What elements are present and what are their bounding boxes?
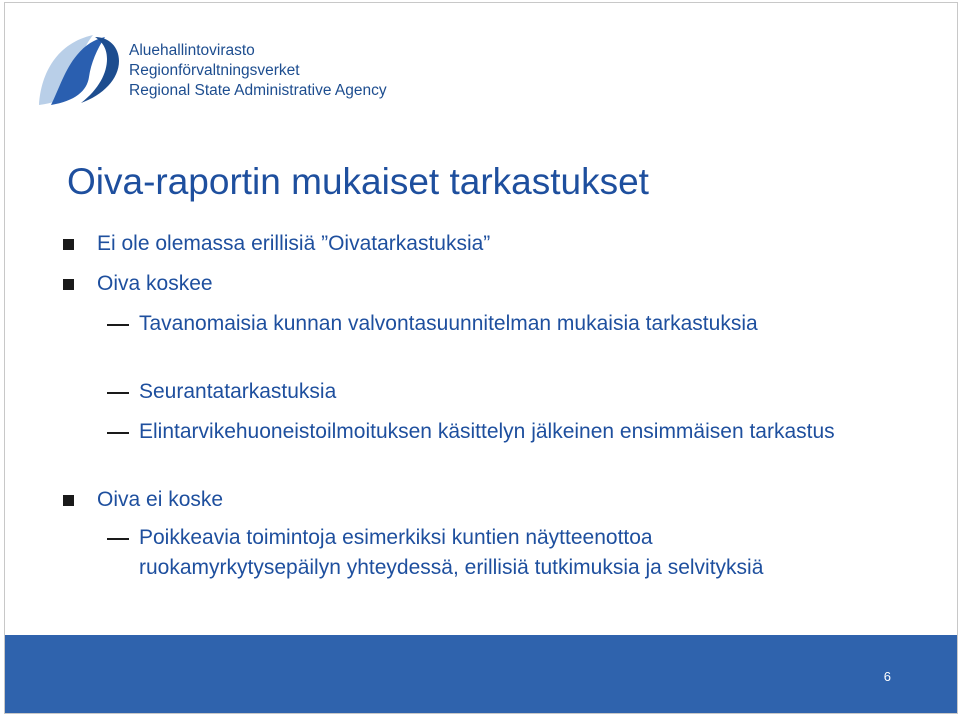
slide-title: Oiva-raportin mukaiset tarkastukset (67, 161, 649, 202)
dash-bullet-icon (107, 392, 129, 394)
sub-bullet-item (139, 523, 839, 583)
bullet-item (97, 269, 213, 299)
sub-bullet-item (139, 417, 839, 447)
bullet-item (97, 485, 223, 515)
sub-bullet-item (139, 377, 839, 407)
slide (4, 2, 958, 714)
dash-bullet-icon (107, 432, 129, 434)
bullet-item (97, 229, 490, 259)
square-bullet-icon (63, 239, 74, 250)
square-bullet-icon (63, 279, 74, 290)
dash-bullet-icon (107, 324, 129, 326)
bullet-text: Oiva koskee (97, 272, 213, 295)
agency-logo-icon (35, 29, 125, 109)
square-bullet-icon (63, 495, 74, 506)
org-name-sv: Regionförvaltningsverket (129, 62, 300, 79)
sub-bullet-text: Poikkeavia toimintoja esimerkiksi kuntien näytteenottoa ruokamyrkytysepäilyn yhteydessä, erillisiä tutkimuksia ja selvityksiä (139, 526, 764, 579)
sub-bullet-text: Tavanomaisia kunnan valvontasuunnitelman mukaisia tarkastuksia (139, 312, 758, 335)
sub-bullet-text: Seurantatarkastuksia (139, 380, 337, 403)
dash-bullet-icon (107, 538, 129, 540)
sub-bullet-item (139, 309, 839, 339)
sub-bullet-text: Elintarvikehuoneistoilmoituksen käsittelyn jälkeinen ensimmäisen tarkastus (139, 420, 835, 443)
footer-bar (5, 635, 957, 713)
slide-number: 6 (883, 669, 891, 684)
organization-name (129, 41, 387, 101)
org-name-en: Regional State Administrative Agency (129, 82, 387, 99)
bullet-text: Oiva ei koske (97, 488, 224, 511)
org-name-fi: Aluehallintovirasto (129, 42, 255, 59)
bullet-text: Ei ole olemassa erillisiä ”Oivatarkastuksia” (97, 232, 491, 255)
